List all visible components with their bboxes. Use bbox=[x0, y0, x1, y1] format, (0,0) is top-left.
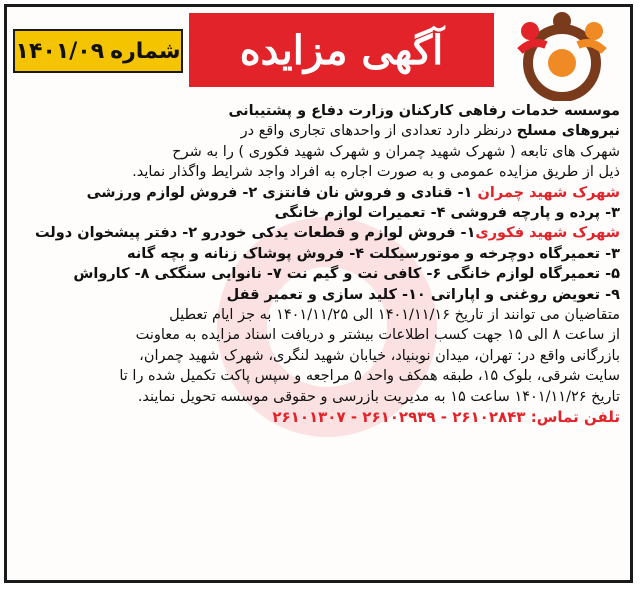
fakouri-title: شهرک شهید فکوری bbox=[475, 225, 620, 242]
announcement-number-badge bbox=[13, 29, 183, 73]
header bbox=[7, 7, 630, 99]
phone-label: تلفن تماس: bbox=[530, 408, 620, 427]
organization-logo-icon bbox=[502, 11, 622, 101]
phone-line bbox=[17, 407, 620, 427]
armed-forces-text: نیروهای مسلح bbox=[516, 123, 620, 140]
chamran-items-1: ۱- قنادی و فروش نان فانتزی ۲- فروش لوازم ورزشی bbox=[86, 184, 473, 201]
details-line-3: بازرگانی واقع در: تهران، میدان نوبنیاد، خیابان شهید لنگری، شهرک شهید چمران، bbox=[139, 347, 620, 364]
fakouri-items-3: ۵- تعمیرگاه لوازم خانگی ۶- کافی نت و گیم نت ۷- نانوایی سنگکی ۸- کارواش bbox=[73, 266, 620, 283]
number-value: ۱۴۰۱/۰۹ bbox=[15, 38, 105, 64]
phone-numbers: ۲۶۱۰۲۸۴۳ - ۲۶۱۰۲۹۳۹ - ۲۶۱۰۱۳۰۷ bbox=[272, 408, 526, 427]
org-line: موسسه خدمات رفاهی کارکنان وزارت دفاع و پشتیبانی bbox=[228, 103, 620, 119]
details-line-5: تاریخ ۱۴۰۱/۱۱/۲۶ ساعت ۱۵ به مدیریت بازرسی و حقوقی موسسه تحویل نمایند. bbox=[137, 388, 620, 405]
chamran-line-1 bbox=[17, 183, 620, 203]
intro-rest-text: درنظر دارد تعدادی از واحدهای تجاری واقع در bbox=[240, 123, 513, 140]
number-label: شماره bbox=[110, 38, 181, 64]
fakouri-line-1 bbox=[17, 223, 620, 243]
details-line-4: سایت شرقی، بلوک ۱۵، طبقه همکف واحد ۵ مراجعه و سپس پاکت تکمیل شده را تا bbox=[119, 368, 620, 385]
fakouri-items-2: ۳- تعمیرگاه دوچرخه و موتورسیکلت ۴- فروش پوشاک زنانه و بچه گانه bbox=[127, 245, 620, 262]
fakouri-items-1: ۱- فروش لوازم و قطعات یدکی خودرو ۲- دفتر پیشخوان دولت bbox=[34, 225, 476, 242]
chamran-items-2: ۳- پرده و پارچه فروشی ۴- تعمیرات لوازم خانگی bbox=[274, 205, 620, 222]
fakouri-items-4: ۹- تعویض روغنی و اپاراتی ۱۰- کلید سازی و تعمیر قفل bbox=[226, 286, 620, 303]
chamran-title: شهرک شهید چمران bbox=[477, 184, 620, 201]
page-title: آگهی مزایده bbox=[189, 13, 494, 87]
announcement-body bbox=[17, 101, 620, 428]
details-line-2: از ساعت ۸ الی ۱۵ جهت کسب اطلاعات بیشتر و دریافت اسناد مزایده به معاونت bbox=[135, 327, 620, 344]
details-line-1: متقاضیان می توانند از تاریخ ۱۴۰۱/۱۱/۱۶ الی ۱۴۰۱/۱۱/۲۵ به جز ایام تعطیل bbox=[169, 307, 620, 324]
intro-line-3: ذیل از طریق مزایده عمومی و به صورت اجاره به افراد واجد شرایط واگذار نماید. bbox=[132, 164, 620, 181]
advertisement-frame bbox=[4, 4, 633, 583]
intro-line-2: شهرک های تابعه ( شهرک شهید چمران و شهرک شهید فکوری ) را به شرح bbox=[172, 143, 620, 160]
intro-line-1 bbox=[17, 121, 620, 141]
